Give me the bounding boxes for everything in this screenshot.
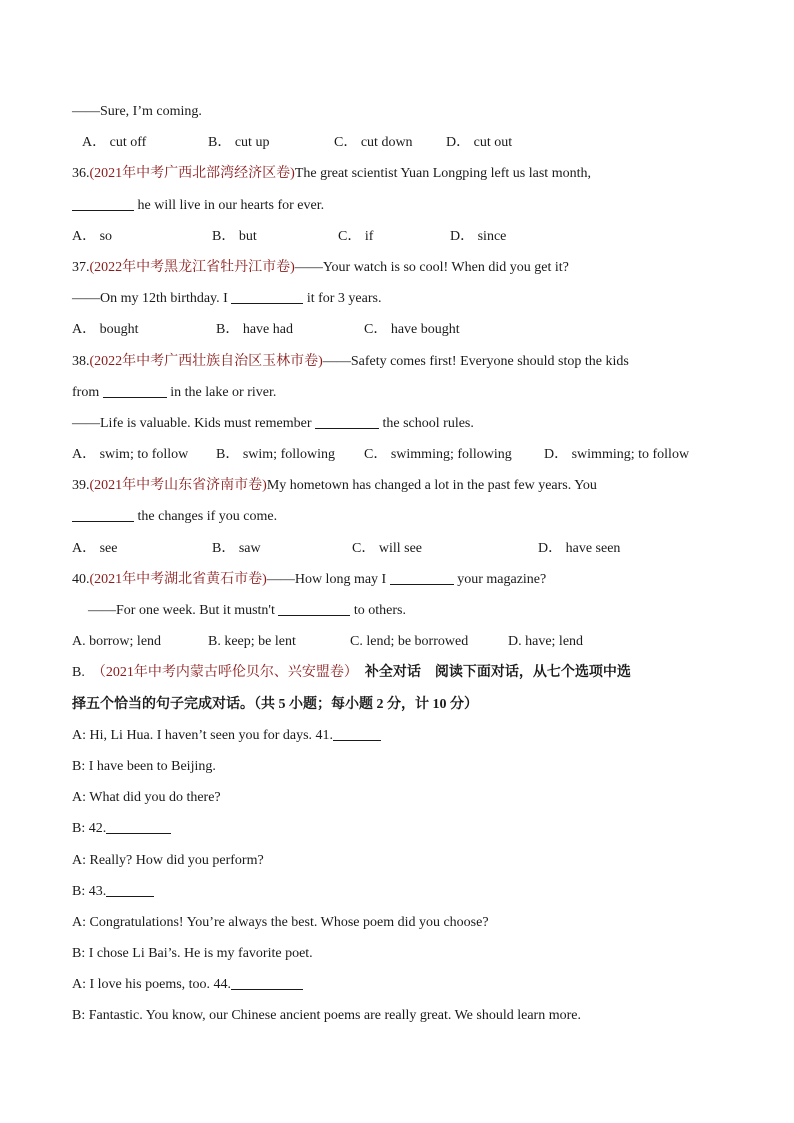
dialogue-line — [72, 755, 722, 786]
q39-option-b: B． saw — [212, 540, 261, 556]
q40-option-d: D. have; lend — [508, 634, 584, 650]
q38-text: ——Safety comes first! Everyone should stop the kids — [322, 353, 629, 369]
q38-blank2 — [315, 414, 379, 429]
q40-options — [72, 630, 722, 661]
q40-stem — [72, 568, 722, 599]
q37-number: 37. — [72, 259, 90, 275]
q37-source: (2022年中考黑龙江省牡丹江市卷) — [89, 259, 295, 275]
q40-text-b: your magazine? — [453, 571, 547, 587]
answer-blank — [106, 882, 154, 897]
q38-option-d: D． swimming; to follow — [544, 447, 690, 463]
q40-blank1 — [390, 570, 454, 585]
q38-number: 38. — [72, 353, 90, 369]
section-b-source: （2021年中考内蒙古呼伦贝尔、兴安盟卷） — [91, 665, 358, 681]
q36-number: 36. — [72, 166, 90, 182]
q39-line2-text: the changes if you come. — [134, 509, 278, 525]
exam-page — [72, 100, 722, 1036]
section-b-title: 补全对话 阅读下面对话，从七个选项中选 — [364, 665, 631, 681]
q37-option-a: A． bought — [72, 322, 139, 338]
q37-blank — [231, 289, 303, 304]
q38-line2a: from — [72, 384, 103, 400]
q37-stem — [72, 256, 722, 287]
section-b-title2: 择五个恰当的句子完成对话。（共 5 小题；每小题 2 分，计 10 分） — [72, 696, 478, 712]
q37-option-c: C． have bought — [364, 322, 460, 338]
q39-option-d: D． have seen — [538, 540, 621, 556]
q39-options — [72, 537, 722, 568]
q38-source: (2022年中考广西壮族自治区玉林市卷) — [89, 353, 323, 369]
q38-line3a: ——Life is valuable. Kids must remember — [72, 415, 315, 431]
answer-blank — [333, 726, 381, 741]
dialogue-line — [72, 786, 722, 817]
dialogue-text: B: I have been to Beijing. — [72, 758, 216, 774]
q40-text-a: ——How long may I — [266, 571, 390, 587]
q39-text: My hometown has changed a lot in the past few years. You — [266, 478, 597, 494]
q38-line3b: the school rules. — [379, 415, 474, 431]
answer-blank — [106, 819, 171, 834]
q40-option-c: C. lend; be borrowed — [350, 634, 469, 650]
answer-blank — [231, 975, 303, 990]
q38-blank1 — [103, 383, 167, 398]
q40-blank2 — [278, 601, 350, 616]
q37-line2b: it for 3 years. — [303, 291, 382, 307]
q37-line2 — [72, 287, 722, 318]
q38-option-c: C． swimming; following — [364, 447, 512, 463]
dialogue-text: B: 43. — [72, 883, 107, 899]
q38-line2b: in the lake or river. — [166, 384, 277, 400]
q36-stem — [72, 162, 722, 193]
q38-option-a: A． swim; to follow — [72, 447, 189, 463]
q39-number: 39. — [72, 478, 90, 494]
q38-line2 — [72, 381, 722, 412]
q40-line2b: to others. — [350, 603, 406, 618]
q39-option-a: A． see — [72, 540, 118, 556]
dialogue-line — [72, 724, 722, 755]
dialogue-line — [72, 817, 722, 848]
dialogue-text: B: Fantastic. You know, our Chinese ancient poems are really great. We should learn more. — [72, 1008, 581, 1024]
q39-stem — [72, 474, 722, 505]
q38-option-b: B． swim; following — [216, 447, 336, 463]
q36-options — [72, 225, 722, 256]
q36-source: (2021年中考广西北部湾经济区卷) — [89, 166, 295, 182]
q35-options — [72, 131, 722, 162]
dialogue-text: A: Congratulations! You’re always the best. Whose poem did you choose? — [72, 914, 489, 930]
dialogue-text: A: Really? How did you perform? — [72, 852, 264, 868]
dialogue-line — [72, 849, 722, 880]
dialogue-line — [72, 1004, 722, 1035]
q36-option-b: B． but — [212, 228, 257, 244]
q39-line2 — [72, 505, 722, 536]
q36-line2-text: he will live in our hearts for ever. — [134, 197, 325, 213]
q37-option-b: B． have had — [216, 322, 293, 338]
q39-blank — [72, 507, 134, 522]
q36-option-a: A． so — [72, 228, 113, 244]
q37-options — [72, 318, 722, 349]
q40-line2a: ——For one week. But it mustn't — [88, 603, 279, 618]
q36-line2 — [72, 194, 722, 225]
dialogue-line — [72, 911, 722, 942]
q35-reply-text: ——Sure, I’m coming. — [72, 104, 202, 119]
q35-reply — [72, 100, 722, 131]
q35-option-c: C． cut down — [334, 135, 413, 151]
q40-number: 40. — [72, 571, 90, 587]
q37-text: ——Your watch is so cool! When did you get it? — [294, 259, 569, 275]
q40-option-a: A. borrow; lend — [72, 634, 162, 650]
dialogue-line — [72, 880, 722, 911]
q40-source: (2021年中考湖北省黄石市卷) — [89, 571, 267, 587]
q36-option-d: D． since — [450, 228, 507, 244]
q40-line2 — [72, 599, 722, 630]
q36-text: The great scientist Yuan Longping left us last month, — [294, 166, 591, 182]
dialogue-text: A: Hi, Li Hua. I haven’t seen you for days. 41. — [72, 727, 334, 743]
q37-line2a: ——On my 12th birthday. I — [72, 291, 232, 307]
q38-stem — [72, 350, 722, 381]
dialogue-text: A: What did you do there? — [72, 790, 221, 806]
q35-option-a: A． cut off — [82, 135, 147, 151]
q35-option-b: B． cut up — [208, 135, 270, 151]
q40-option-b: B. keep; be lent — [208, 634, 296, 650]
section-b-heading — [72, 661, 722, 692]
dialogue-text: A: I love his poems, too. 44. — [72, 977, 232, 993]
dialogue-line — [72, 973, 722, 1004]
q36-blank — [72, 196, 134, 211]
section-b-letter: B. — [72, 665, 85, 681]
q38-options — [72, 443, 722, 474]
q36-option-c: C． if — [338, 228, 374, 244]
dialogue — [72, 724, 722, 1036]
dialogue-text: B: 42. — [72, 821, 107, 837]
q39-source: (2021年中考山东省济南市卷) — [89, 478, 267, 494]
dialogue-text: B: I chose Li Bai’s. He is my favorite poet. — [72, 946, 313, 962]
dialogue-line — [72, 942, 722, 973]
section-b-instructions — [72, 693, 722, 724]
q39-option-c: C． will see — [352, 540, 422, 556]
q35-option-d: D． cut out — [446, 135, 513, 151]
q38-line3 — [72, 412, 722, 443]
